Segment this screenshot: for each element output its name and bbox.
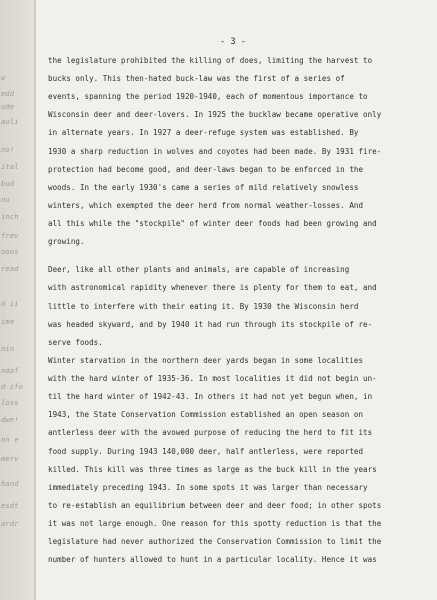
text-line: winters, which exempted the deer herd from normal weather-losses. And	[48, 201, 364, 210]
text-line: protection had become good, and deer-laws began to be enforced in the	[48, 165, 364, 174]
bleed-fragment: ital	[1, 163, 19, 171]
bleed-fragment: ooos	[1, 248, 19, 256]
text-line: Wisconsin deer and deer-lovers. In 1925 the bucklaw became operative only	[48, 110, 382, 119]
previous-page-margin	[0, 0, 34, 600]
bleed-fragment: esdt	[1, 502, 19, 510]
bleed-fragment: nu	[1, 196, 10, 204]
bleed-fragment: ime	[1, 318, 15, 326]
text-line: immediately preceding 1943. In some spots it was larger than necessary	[48, 483, 368, 492]
text-line: the legislature prohibited the killing of does, limiting the harvest to	[48, 56, 373, 65]
bleed-fragment: bud	[1, 180, 15, 188]
text-line: to re-establish an equilibrium between deer and deer food; in other spots	[48, 501, 382, 510]
text-line: growing.	[48, 237, 85, 246]
bleed-fragment: ndaf	[1, 367, 19, 375]
bleed-fragment: loss	[1, 399, 19, 407]
text-line: killed. This kill was three times as large as the buck kill in the years	[48, 465, 377, 474]
bleed-fragment: nin	[1, 345, 15, 353]
bleed-fragment: merv	[1, 455, 19, 463]
text-line: Winter starvation in the northern deer yards began in some localities	[48, 356, 364, 365]
bleed-fragment: frev	[1, 232, 19, 240]
text-line: bucks only. This then-hated buck-law was the first of a series of	[48, 74, 345, 83]
text-line: in alternate years. In 1927 a deer-refuge system was established. By	[48, 128, 359, 137]
bleed-fragment: inch	[1, 213, 19, 221]
bleed-fragment: d ii	[1, 300, 19, 308]
text-line: 1943, the State Conservation Commission established an open season on	[48, 410, 364, 419]
text-line: with astronomical rapidity whenever there is plenty for them to eat, and	[48, 283, 377, 292]
text-line: it was not large enough. One reason for this spotty reduction is that the	[48, 519, 382, 528]
bleed-fragment: w	[1, 74, 6, 82]
bleed-fragment: ardr	[1, 520, 19, 528]
bleed-fragment: no!	[1, 146, 15, 154]
text-line: serve foods.	[48, 338, 103, 347]
bleed-fragment: nn e	[1, 436, 19, 444]
text-line: number of hunters allowed to hunt in a particular locality. Hence it was	[48, 555, 377, 564]
text-line: little to interfere with their eating it. By 1930 the Wisconsin herd	[48, 302, 359, 311]
bleed-fragment: ude	[1, 103, 15, 111]
text-line: all this while the "stockpile" of winter deer foods had been growing and	[48, 219, 377, 228]
bleed-fragment: auli	[1, 118, 19, 126]
text-line: til the hard winter of 1942-43. In others it had not yet begun when, in	[48, 392, 373, 401]
text-line: food supply. During 1943 140,000 deer, half antlerless, were reported	[48, 447, 364, 456]
text-line: was headed skyward, and by 1940 it had run through its stockpile of re-	[48, 320, 373, 329]
text-line: antlerless deer with the avowed purpose of reducing the herd to fit its	[48, 428, 373, 437]
text-line: Deer, like all other plants and animals, are capable of increasing	[48, 265, 350, 274]
document-page	[36, 0, 437, 600]
text-line: with the hard winter of 1935-36. In most localities it did not begin un-	[48, 374, 377, 383]
page-number: - 3 -	[220, 37, 246, 47]
bleed-fragment: read	[1, 265, 19, 273]
text-line: legislature had never authorized the Conservation Commission to limit the	[48, 537, 382, 546]
text-line: 1930 a sharp reduction in wolves and coyotes had been made. By 1931 fire-	[48, 147, 382, 156]
text-line: events, spanning the period 1920-1940, each of momentous importance to	[48, 92, 368, 101]
bleed-fragment: dwe!	[1, 416, 19, 424]
bleed-fragment: d ifo	[1, 383, 24, 391]
bleed-fragment: hand	[1, 480, 19, 488]
bleed-fragment: edd	[1, 90, 15, 98]
text-line: woods. In the early 1930's came a series of mild relatively snowless	[48, 183, 359, 192]
